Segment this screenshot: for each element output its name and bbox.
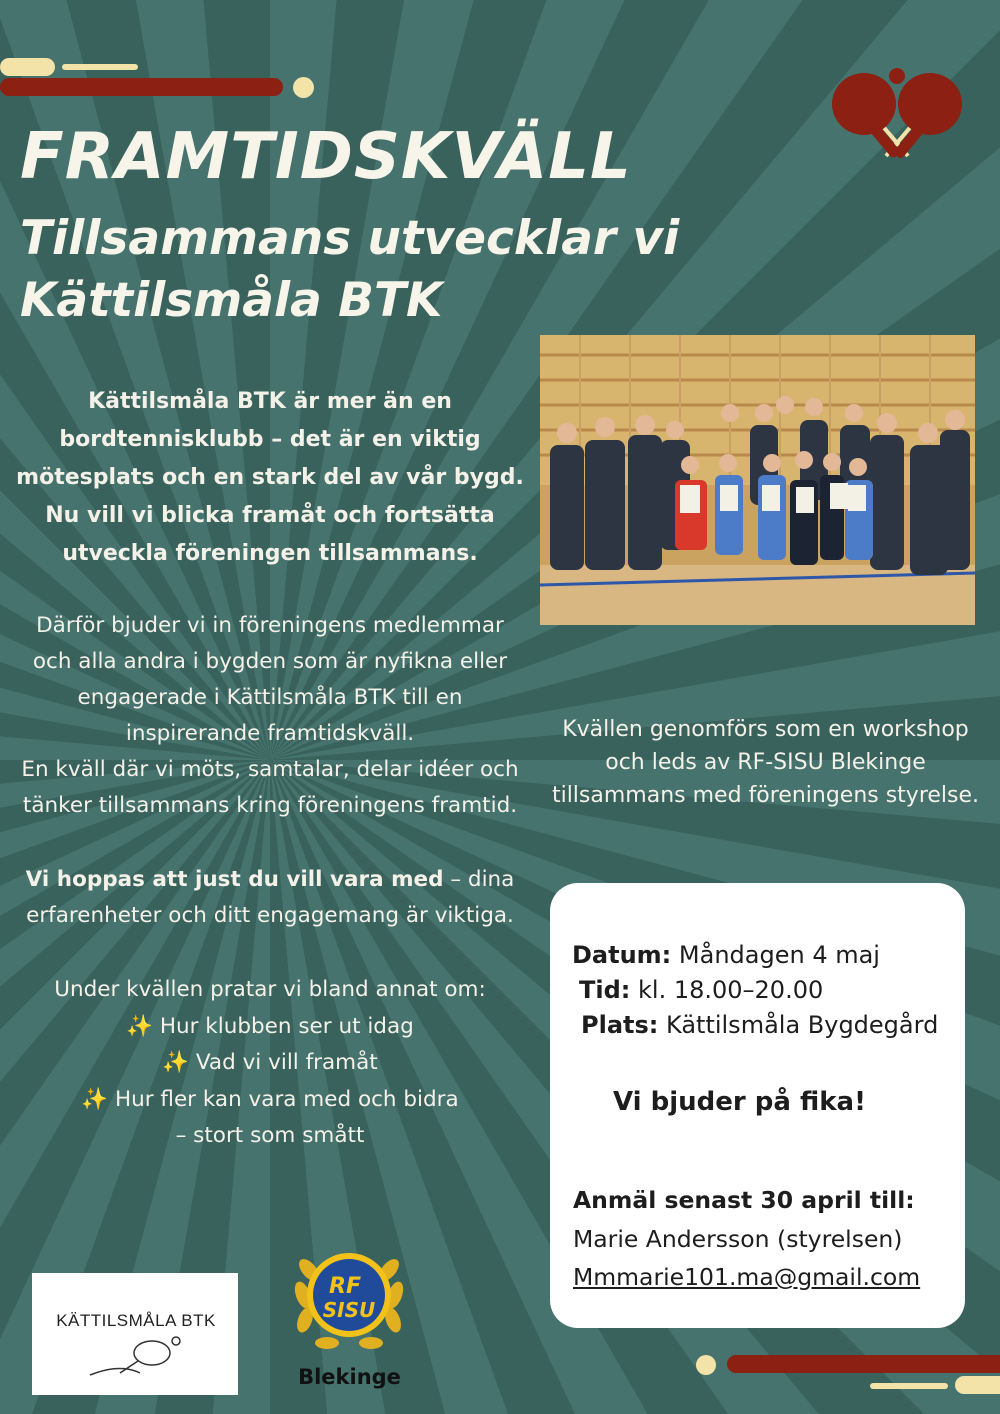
workshop-paragraph: [538, 713, 993, 812]
fika-note: Vi bjuder på fika!: [613, 1087, 866, 1117]
topics-tail: – stort som smått: [175, 1123, 365, 1148]
sparkle-icon: ✨: [81, 1086, 109, 1112]
intro-line: mötesplats och en stark del av vår bygd.: [16, 465, 524, 490]
top-cream-line: [62, 64, 138, 70]
rf-text: RF: [329, 1274, 361, 1299]
intro-line: Nu vill vi blicka framåt och fortsätta: [45, 503, 495, 528]
date-row: [572, 941, 880, 969]
bottom-cream-dot: [696, 1355, 716, 1375]
paddle-sketch-icon: [80, 1333, 190, 1383]
time-row: [579, 976, 823, 1004]
invite-line: tänker tillsammans kring föreningens framtid.: [22, 793, 518, 818]
contact-email-link[interactable]: Mmmarie101.ma@gmail.com: [573, 1263, 921, 1291]
subtitle-line-1: Tillsammans utvecklar vi: [20, 211, 680, 266]
sparkle-icon: ✨: [126, 1013, 153, 1039]
event-details-box: [550, 883, 965, 1328]
intro-line: Kättilsmåla BTK är mer än en: [88, 389, 452, 414]
intro-line: bordtennisklubb – det är en viktig: [59, 427, 481, 452]
invite-line: engagerade i Kättilsmåla BTK till en: [77, 685, 463, 710]
date-label: Datum:: [572, 941, 672, 969]
rf-region-label: Blekinge: [298, 1365, 401, 1389]
date-value: Måndagen 4 maj: [671, 941, 880, 969]
hope-paragraph: [0, 862, 540, 934]
workshop-line: tillsammans med föreningens styrelse.: [551, 783, 980, 808]
hope-bold: Vi hoppas att just du vill vara med: [25, 867, 444, 892]
top-cream-bar: [0, 58, 55, 76]
invite-paragraph: [0, 608, 540, 824]
topics-list: [0, 972, 540, 1155]
place-value: Kättilsmåla Bygdegård: [658, 1011, 939, 1039]
invite-line: En kväll där vi möts, samtalar, delar idéer och: [21, 757, 519, 782]
club-logo-text: KÄTTILSMÅLA BTK: [56, 1311, 216, 1330]
invite-line: och alla andra i bygden som är nyfikna eller: [32, 649, 508, 674]
hope-line-2: erfarenheter och ditt engagemang är viktiga.: [26, 903, 514, 928]
group-photo: [540, 335, 975, 625]
top-cream-dot: [293, 77, 314, 98]
time-label: Tid:: [579, 976, 631, 1004]
club-logo: [32, 1273, 238, 1395]
intro-paragraph: [0, 383, 540, 573]
topics-intro: Under kvällen pratar vi bland annat om:: [54, 977, 486, 1002]
top-red-bar: [0, 78, 283, 96]
workshop-line: Kvällen genomförs som en workshop: [562, 717, 969, 742]
ping-pong-paddles-icon: [826, 62, 968, 168]
topic-item: Hur fler kan vara med och bidra: [114, 1086, 459, 1112]
invite-line: inspirerande framtidskväll.: [125, 721, 415, 746]
invite-line: Därför bjuder vi in föreningens medlemmar: [36, 613, 504, 638]
topic-item: Vad vi vill framåt: [195, 1050, 378, 1075]
place-row: [581, 1011, 938, 1039]
contact-name: Marie Andersson (styrelsen): [573, 1225, 903, 1253]
subtitle-line-2: Kättilsmåla BTK: [20, 273, 443, 328]
poster-title: FRAMTIDSKVÄLL: [20, 120, 632, 194]
sparkle-icon: ✨: [162, 1050, 190, 1075]
bottom-cream-bar: [955, 1376, 1000, 1394]
sisu-text: SISU: [322, 1298, 376, 1322]
topic-item: Hur klubben ser ut idag: [159, 1013, 414, 1039]
intro-line: utveckla föreningen tillsammans.: [62, 541, 478, 566]
poster-subtitle: [20, 208, 679, 332]
time-value: kl. 18.00–20.00: [630, 976, 824, 1004]
bottom-cream-line: [870, 1383, 948, 1389]
bottom-red-bar: [727, 1355, 1000, 1373]
rf-sisu-logo: [283, 1225, 415, 1357]
workshop-line: och leds av RF-SISU Blekinge: [605, 750, 926, 775]
signup-heading: Anmäl senast 30 april till:: [573, 1186, 915, 1214]
place-label: Plats:: [581, 1011, 659, 1039]
hope-rest: – dina: [443, 867, 515, 892]
